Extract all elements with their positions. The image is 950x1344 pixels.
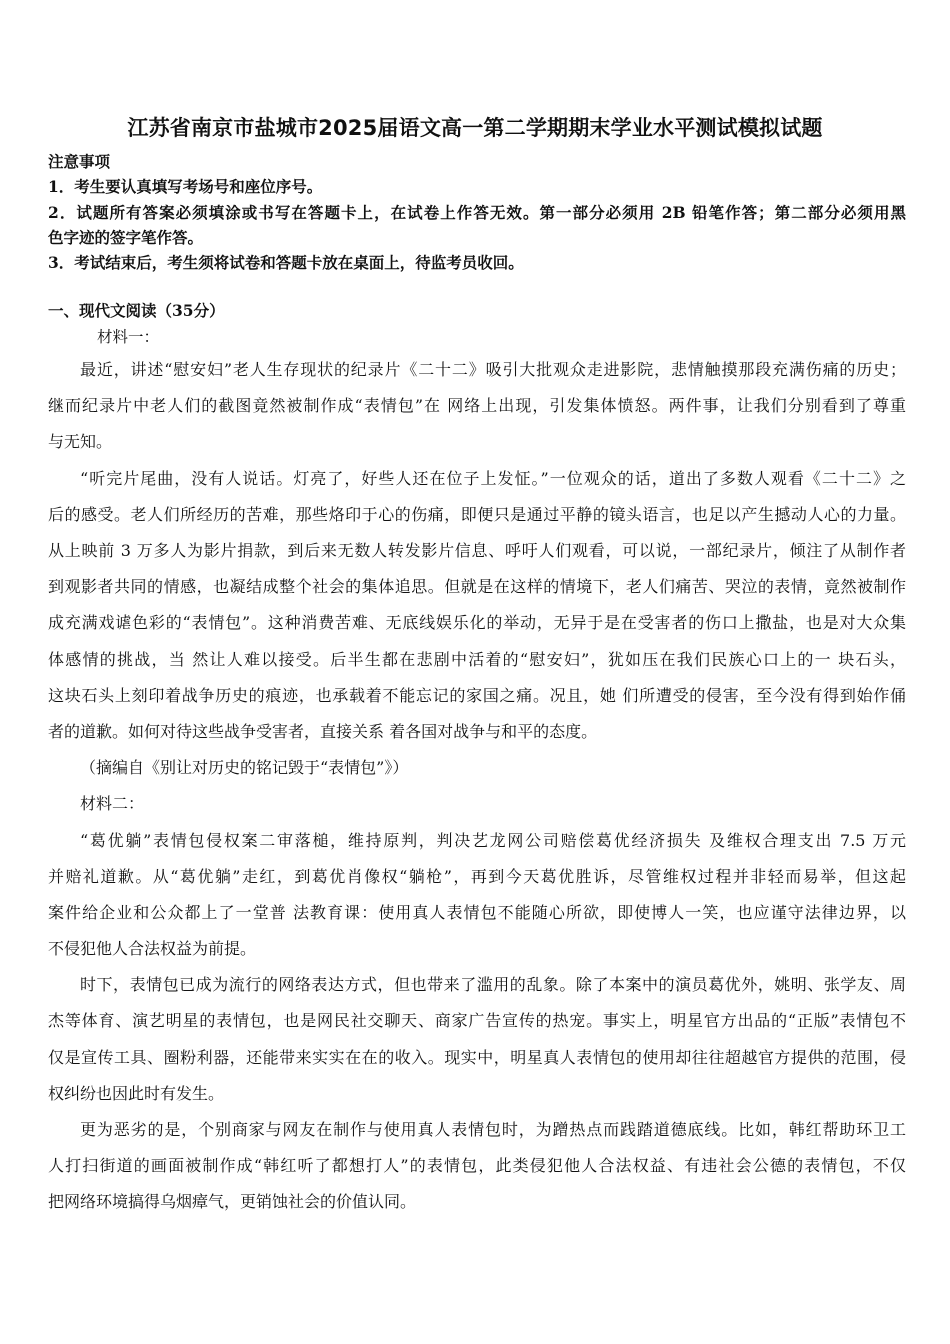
passage-line: “听完片尾曲，没有人说话。灯亮了，好些人还在位子上发怔。”一位观众的话，道出了多数人观看《二十二》之 bbox=[80, 468, 906, 488]
passage-line: 后的感受。老人们所经历的苦难，那些烙印于心的伤痛，即便只是通过平静的镜头语言，也足以产生撼动人心的力量。 bbox=[48, 504, 906, 524]
passage-line: 继而纪录片中老人们的截图竟然被制作成“表情包”在 网络上出现，引发集体愤怒。两件事，让我们分别看到了尊重 bbox=[48, 396, 906, 416]
passage-line: “葛优躺”表情包侵权案二审落槌，维持原判，判决艺龙网公司赔偿葛优经济损失 及维权合理支出 7.5 万元 bbox=[80, 830, 906, 850]
passage-line: 材料二： bbox=[80, 794, 145, 814]
passage-line: 与无知。 bbox=[48, 432, 113, 452]
notice-item: 3．考试结束后，考生须将试卷和答题卡放在桌面上，待监考员收回。 bbox=[48, 253, 524, 273]
notice-list bbox=[48, 174, 906, 275]
passage-line: 最近，讲述“慰安妇”老人生存现状的纪录片《二十二》吸引大批观众走进影院，悲情触摸那段充满伤痛的历史； bbox=[80, 360, 906, 379]
passage-line: 不侵犯他人合法权益为前提。 bbox=[48, 939, 257, 959]
document-title: 江苏省南京市盐城市2025届语文高一第二学期期末学业水平测试模拟试题 bbox=[127, 116, 823, 140]
passage-line: 更为恶劣的是，个别商家与网友在制作与使用真人表情包时，为蹭热点而践踏道德底线。比如，韩红帮助环卫工 bbox=[80, 1120, 906, 1140]
passage-line: 成充满戏谑色彩的“表情包”。这种消费苦难、无底线娱乐化的举动，无异于是在受害者的伤口上撒盐，也是对大众集 bbox=[48, 613, 906, 633]
passage-line: 时下，表情包已成为流行的网络表达方式，但也带来了滥用的乱象。除了本案中的演员葛优外，姚明、张学友、周 bbox=[80, 975, 906, 995]
reading-passage bbox=[48, 352, 906, 1221]
passage-line: 权纠纷也因此时有发生。 bbox=[48, 1083, 225, 1103]
passage-line: 案件给企业和公众都上了一堂普 法教育课：使用真人表情包不能随心所欲，即使博人一笑，也应谨守法律边界，以 bbox=[48, 902, 906, 922]
passage-line: 体感情的挑战，当 然让人难以接受。后半生都在悲剧中活着的“慰安妇”，犹如压在我们民族心口上的一 块石头， bbox=[48, 649, 906, 669]
notice-item: 色字迹的签字笔作答。 bbox=[48, 227, 204, 247]
passage-line: 从上映前 3 万多人为影片捐款，到后来无数人转发影片信息、呼吁人们观看，可以说，一部纪录片，倾注了从制作者 bbox=[48, 540, 906, 560]
passage-line: 杰等体育、演艺明星的表情包，也是网民社交聊天、商家广告宣传的热宠。事实上，明星官方出品的“正版”表情包不 bbox=[48, 1011, 906, 1031]
passage-line: 并赔礼道歉。从“葛优躺”走红，到葛优肖像权“躺枪”，再到今天葛优胜诉，尽管维权过程并非轻而易举，但这起 bbox=[48, 866, 906, 886]
notice-item: 1．考生要认真填写考场号和座位序号。 bbox=[48, 177, 323, 197]
passage-line: 这块石头上刻印着战争历史的痕迹，也承载着不能忘记的家国之痛。况且，她 们所遭受的侵害，至今没有得到始作俑 bbox=[48, 685, 906, 705]
material-one-label: 材料一： bbox=[97, 328, 160, 346]
passage-line: 者的道歉。如何对待这些战争受害者，直接关系 着各国对战争与和平的态度。 bbox=[48, 721, 598, 741]
passage-line: （摘编自《别让对历史的铭记毁于“表情包”》） bbox=[80, 758, 409, 778]
notice-heading: 注意事项 bbox=[48, 152, 111, 171]
passage-line: 仅是宣传工具、圈粉利器，还能带来实实在在的收入。现实中，明星真人表情包的使用却往往超越官方提供的范围，侵 bbox=[48, 1047, 906, 1067]
passage-line: 人打扫街道的画面被制作成“韩红听了都想打人”的表情包，此类侵犯他人合法权益、有违社会公德的表情包，不仅 bbox=[48, 1156, 906, 1176]
passage-line: 到观影者共同的情感，也凝结成整个社会的集体追思。但就是在这样的情境下，老人们痛苦、哭泣的表情，竟然被制作 bbox=[48, 577, 906, 597]
notice-item: 2．试题所有答案必须填涂或书写在答题卡上，在试卷上作答无效。第一部分必须用 2B 铅笔作答；第二部分必须用黑 bbox=[48, 202, 906, 222]
notice-section bbox=[48, 149, 906, 275]
passage-line: 把网络环境搞得乌烟瘴气，更销蚀社会的价值认同。 bbox=[48, 1192, 417, 1212]
section-heading: 一、现代文阅读（35分） bbox=[48, 301, 225, 320]
